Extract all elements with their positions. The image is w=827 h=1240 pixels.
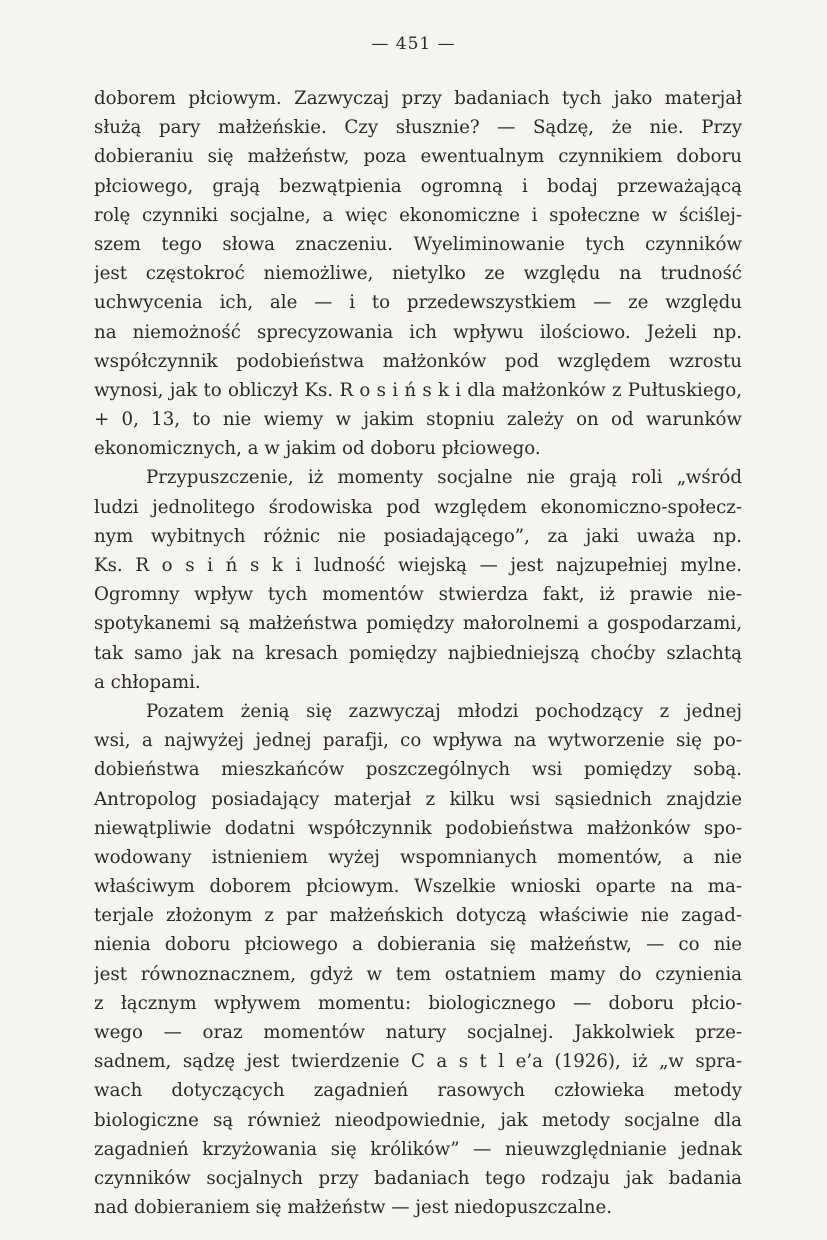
text-line: jest częstokroć niemożliwe, nietylko ze względu na trudność	[94, 263, 742, 285]
text-line: jest równoznacznem, gdyż w tem ostatniem mamy do czynienia	[94, 963, 742, 985]
text-line: ekonomicznych, a w jakim od doboru płciowego.	[94, 438, 541, 460]
text-line: Pozatem żenią się zazwyczaj młodzi pochodzący z jednej	[146, 700, 742, 722]
text-line: dobieraniu się małżeństw, poza ewentualnym czynnikiem doboru	[94, 146, 742, 168]
text-line: terjale złożonym z par małżeńskich dotyczą właściwie nie zagad-	[94, 905, 742, 927]
text-line: wach dotyczących zagadnień rasowych człowieka metody	[94, 1080, 742, 1102]
text-line: zagadnień krzyżowania się królików” — nieuwzględnianie jednak	[94, 1138, 742, 1160]
text-line: uchwycenia ich, ale — i to przedewszystkiem — ze względu	[94, 292, 742, 314]
text-line: rolę czynniki socjalne, a więc ekonomiczne i społeczne w ściślej-	[94, 204, 742, 226]
text-line: wego — oraz momentów natury socjalnej. Jakkolwiek prze-	[94, 1022, 742, 1043]
text-line: spotykanemi są małżeństwa pomiędzy małorolnemi a gospodarzami,	[94, 613, 742, 635]
text-line: tak samo jak na kresach pomiędzy najbiedniejszą choćby szlachtą	[94, 642, 742, 664]
text-line: doborem płciowym. Zazwyczaj przy badaniach tych jako materjał	[94, 88, 742, 109]
text-line: biologiczne są również nieodpowiednie, jak metody socjalne dla	[94, 1109, 742, 1131]
text-line: Ks. R o s i ń s k i ludność wiejską — jest najzupełniej mylne.	[94, 555, 742, 576]
paragraph	[94, 697, 742, 1222]
text-line: a chłopami.	[94, 671, 201, 693]
text-line: współczynnik podobieństwa małżonków pod względem wzrostu	[94, 350, 742, 372]
text-line: sadnem, sądzę jest twierdzenie C a s t l e’a (1926), iż „w spra-	[94, 1051, 742, 1073]
body-text	[94, 84, 742, 1222]
text-line: niewątpliwie dodatni współczynnik podobieństwa małżonków spo-	[94, 817, 742, 839]
text-line: wynosi, jak to obliczył Ks. R o s i ń s k i dla małżonków z Pułtuskiego,	[94, 379, 742, 401]
text-line: nym wybitnych różnic nie posiadającego”, za jaki uważa np.	[94, 525, 742, 547]
text-line: nad dobieraniem się małżeństw — jest niedopuszczalne.	[94, 1197, 613, 1219]
page-number: — 451 —	[371, 34, 456, 54]
text-line: z łącznym wpływem momentu: biologicznego — doboru płcio-	[94, 992, 742, 1014]
paragraph	[94, 463, 742, 697]
text-line: Antropolog posiadający materjał z kilku wsi sąsiednich znajdzie	[94, 788, 742, 810]
text-line: dobieństwa mieszkańców poszczególnych wsi pomiędzy sobą.	[94, 759, 742, 781]
text-line: na niemożność sprecyzowania ich wpływu ilościowo. Jeżeli np.	[94, 321, 742, 343]
text-line: czynników socjalnych przy badaniach tego rodzaju jak badania	[94, 1167, 742, 1189]
text-line: + 0, 13, to nie wiemy w jakim stopniu zależy on od warunków	[94, 409, 742, 431]
text-line: wsi, a najwyżej jednej parafji, co wpływa na wytworzenie się po-	[94, 730, 742, 752]
text-line: Ogromny wpływ tych momentów stwierdza fakt, iż prawie nie-	[94, 584, 742, 606]
text-line: płciowego, grają bezwątpienia ogromną i bodaj przeważającą	[94, 175, 742, 197]
text-line: nienia doboru płciowego a dobierania się małżeństw, — co nie	[94, 934, 742, 956]
paragraph	[94, 84, 742, 463]
text-line: właściwym doborem płciowym. Wszelkie wnioski oparte na ma-	[94, 876, 742, 898]
text-line: Przypuszczenie, iż momenty socjalne nie grają roli „wśród	[146, 467, 742, 489]
text-line: szem tego słowa znaczeniu. Wyeliminowanie tych czynników	[94, 233, 742, 255]
text-line: ludzi jednolitego środowiska pod względem ekonomiczno-społecz-	[94, 496, 742, 518]
text-line: wodowany istnieniem wyżej wspomnianych momentów, a nie	[94, 846, 742, 868]
text-line: służą pary małżeńskie. Czy słusznie? — Sądzę, że nie. Przy	[94, 117, 742, 139]
